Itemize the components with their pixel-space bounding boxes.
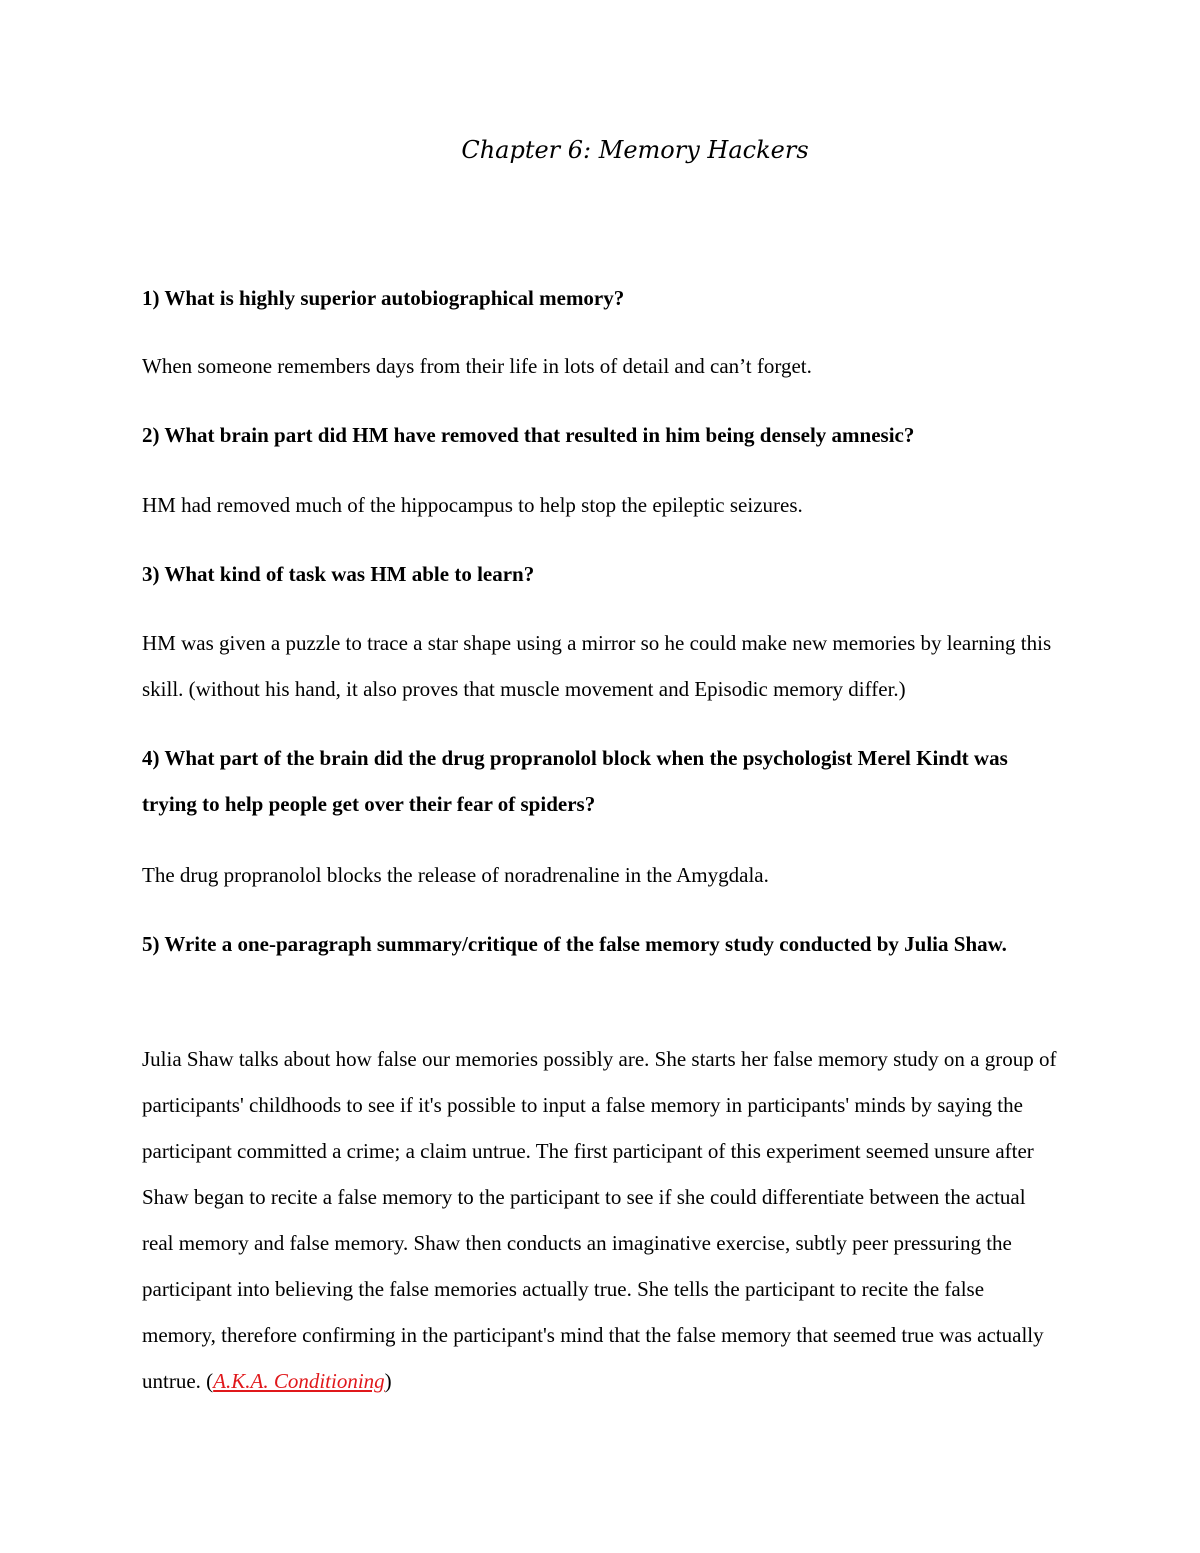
answer-3: HM was given a puzzle to trace a star shape using a mirror so he could make new memories by learning this skill. (without his hand, it also proves that muscle movement and Episodic memory differ.) (142, 631, 1052, 701)
answer-4: The drug propranolol blocks the release of noradrenaline in the Amygdala. (142, 863, 769, 887)
question-1: 1) What is highly superior autobiographical memory? (142, 286, 625, 310)
question-2: 2) What brain part did HM have removed that resulted in him being densely amnesic? (142, 423, 915, 447)
answer-1: When someone remembers days from their life in lots of detail and can’t forget. (142, 354, 812, 378)
answer-5 (142, 1036, 1062, 1404)
answer-5-note: A.K.A. Conditioning (213, 1369, 385, 1393)
answer-5-close: ) (384, 1369, 392, 1393)
answer-2: HM had removed much of the hippocampus to help stop the epileptic seizures. (142, 493, 803, 517)
question-4: 4) What part of the brain did the drug propranolol block when the psychologist Merel Kindt was trying to help people get over their fear of spiders? (142, 746, 1008, 816)
question-3: 3) What kind of task was HM able to learn? (142, 562, 535, 586)
question-5: 5) Write a one-paragraph summary/critique of the false memory study conducted by Julia Shaw. (142, 932, 1007, 956)
answer-5-text: Julia Shaw talks about how false our memories possibly are. She starts her false memory study on a group of participants' childhoods to see if it's possible to input a false memory in participants' minds by saying the participant committed a crime; a claim untrue. The first participant of this experiment seemed unsure after Shaw began to recite a false memory to the participant to see if she could differentiate between the actual real memory and false memory. Shaw then conducts an imaginative exercise, subtly peer pressuring the participant into believing the false memories actually true. She tells the participant to recite the false memory, therefore confirming in the participant's mind that the false memory that seemed true was actually untrue. ( (142, 1047, 1057, 1393)
chapter-title: Chapter 6: Memory Hackers (461, 136, 809, 164)
